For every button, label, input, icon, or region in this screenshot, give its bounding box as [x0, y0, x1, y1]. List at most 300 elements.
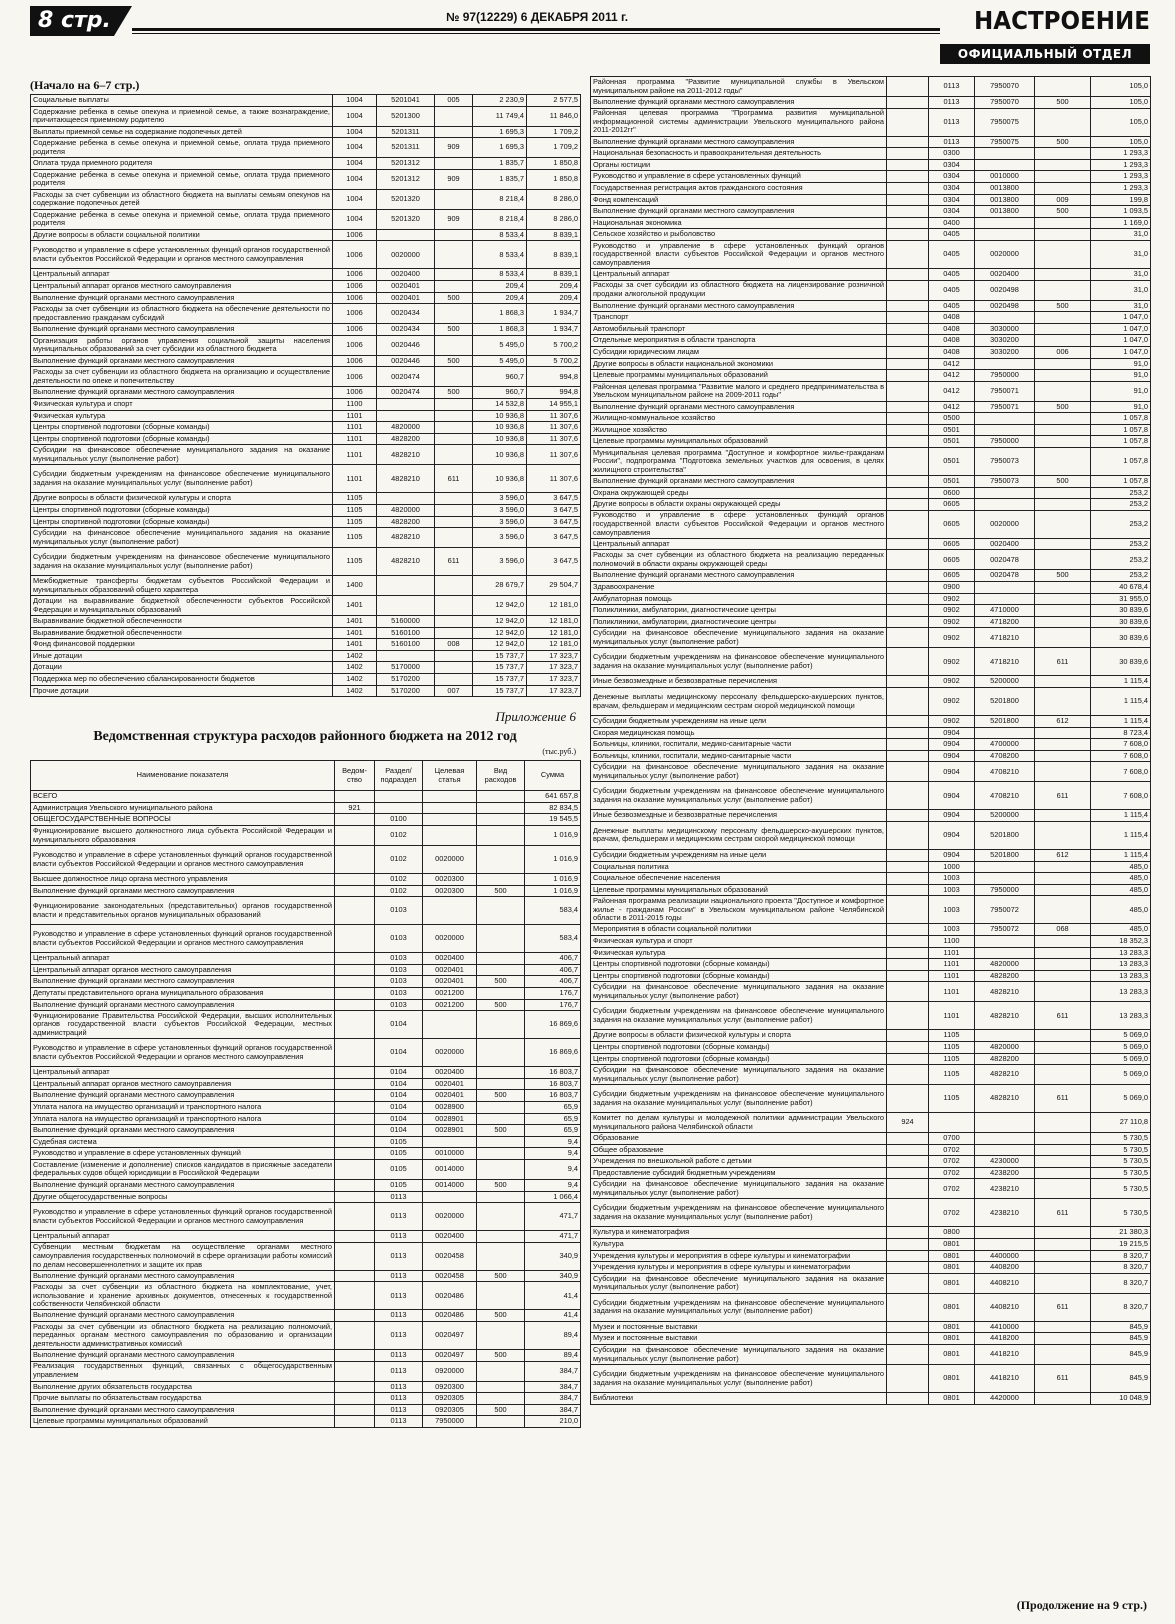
row-name: Составление (изменение и дополнение) списков кандидатов в присяжные заседатели федеральных судов общей юрисдикции в Российской Федерации — [31, 1159, 335, 1179]
row-section: 0113 — [375, 1310, 423, 1322]
row-section: 1105 — [929, 1041, 975, 1053]
row-department — [335, 1011, 375, 1039]
table-row — [31, 493, 581, 505]
row-section: 0113 — [929, 77, 975, 97]
table-row — [591, 861, 1151, 873]
table-row — [591, 436, 1151, 448]
row-target: 0020498 — [975, 300, 1035, 312]
row-target: 7950000 — [423, 1416, 477, 1428]
row-target: 7950073 — [975, 448, 1035, 476]
row-type: 500 — [477, 1404, 525, 1416]
row-target: 7950000 — [975, 884, 1035, 896]
row-section: 0104 — [375, 1101, 423, 1113]
table-row — [31, 138, 581, 158]
table-row — [591, 970, 1151, 982]
table-row — [31, 627, 581, 639]
row-type — [477, 1113, 525, 1125]
row-amount: 30 839,6 — [1091, 605, 1151, 617]
row-amount-2012: 3 596,0 — [473, 516, 527, 528]
row-department — [887, 335, 929, 347]
row-name: Районная программа "Развитие муниципальной службы в Увельском муниципальном районе на 2011-2012 годы" — [591, 77, 887, 97]
table-row — [591, 136, 1151, 148]
row-amount: 30 839,6 — [1091, 648, 1151, 676]
row-type — [1035, 108, 1091, 136]
row-amount-2012: 1 868,3 — [473, 304, 527, 324]
row-type — [1035, 1041, 1091, 1053]
row-amount: 7 608,0 — [1091, 762, 1151, 782]
table-row — [31, 355, 581, 367]
row-section: 0405 — [929, 268, 975, 280]
row-target — [377, 398, 435, 410]
row-department — [887, 959, 929, 971]
row-name: Общее образование — [591, 1144, 887, 1156]
table-row — [591, 1293, 1151, 1321]
table-row — [31, 1136, 581, 1148]
row-department — [887, 782, 929, 810]
table-row — [591, 1321, 1151, 1333]
row-amount-2012: 12 942,0 — [473, 639, 527, 651]
table-row — [31, 964, 581, 976]
row-type — [477, 802, 525, 814]
table-row — [31, 422, 581, 434]
row-amount: 82 834,5 — [525, 802, 581, 814]
row-department — [335, 953, 375, 965]
row-section: 1105 — [333, 528, 377, 548]
row-amount: 1 016,9 — [525, 826, 581, 846]
row-name: Центральный аппарат — [31, 269, 333, 281]
row-section: 0801 — [929, 1262, 975, 1274]
row-type — [1035, 616, 1091, 628]
row-amount: 5 069,0 — [1091, 1065, 1151, 1085]
table-row — [591, 1002, 1151, 1030]
row-amount: 1 115,4 — [1091, 716, 1151, 728]
row-type — [477, 1067, 525, 1079]
row-department — [887, 413, 929, 425]
row-amount: 5 730,5 — [1091, 1199, 1151, 1227]
row-amount: 1 293,3 — [1091, 182, 1151, 194]
row-type — [1035, 1333, 1091, 1345]
row-amount: 31,0 — [1091, 268, 1151, 280]
row-section: 1003 — [929, 924, 975, 936]
row-section: 0408 — [929, 346, 975, 358]
row-name: Субсидии на финансовое обеспечение муниципального задания на оказание муниципальных услуг (выполнение работ) — [31, 445, 333, 465]
row-type — [1035, 810, 1091, 822]
row-type — [1035, 970, 1091, 982]
row-name: Учреждения культуры и мероприятия в сфере культуры и кинематографии — [591, 1250, 887, 1262]
row-department — [335, 1191, 375, 1203]
row-target: 7950070 — [975, 77, 1035, 97]
row-section: 0105 — [375, 1136, 423, 1148]
row-name: Содержание ребенка в семье опекуна и приемной семье, оплата труда приемного родителя — [31, 169, 333, 189]
row-name: Высшее должностное лицо органа местного управления — [31, 874, 335, 886]
appendix-label: Приложение 6 — [495, 709, 576, 725]
row-target: 0020486 — [423, 1310, 477, 1322]
row-target: 4410000 — [975, 1321, 1035, 1333]
row-name: Целевые программы муниципальных образований — [31, 1416, 335, 1428]
table-row — [31, 1416, 581, 1428]
row-amount: 384,7 — [525, 1404, 581, 1416]
row-amount-2012: 8 533,4 — [473, 229, 527, 241]
row-type — [1035, 550, 1091, 570]
row-target: 3030200 — [975, 346, 1035, 358]
row-type: 500 — [1035, 206, 1091, 218]
row-target: 0028901 — [423, 1125, 477, 1137]
row-target: 0020497 — [423, 1321, 477, 1349]
table-row — [31, 528, 581, 548]
row-section: 0501 — [929, 436, 975, 448]
row-section: 1003 — [929, 884, 975, 896]
row-amount: 31 955,0 — [1091, 593, 1151, 605]
row-amount-2012: 10 936,8 — [473, 410, 527, 422]
table-row — [591, 782, 1151, 810]
row-target: 0020446 — [377, 355, 435, 367]
table-row — [31, 158, 581, 170]
row-name: Субсидии на финансовое обеспечение муниципального задания на оказание муниципальных услуг (выполнение работ) — [591, 982, 887, 1002]
row-name: Выполнение функций органами местного самоуправления — [31, 1270, 335, 1282]
row-type: 611 — [1035, 1293, 1091, 1321]
row-section: 1101 — [929, 970, 975, 982]
table-row — [31, 189, 581, 209]
row-name: Комитет по делам культуры и молодежной политики администрации Увельского муниципального района Челябинской области — [591, 1113, 887, 1133]
row-target: 0020400 — [423, 1231, 477, 1243]
row-amount-2012: 5 495,0 — [473, 355, 527, 367]
row-section: 0304 — [929, 206, 975, 218]
table-row — [591, 171, 1151, 183]
row-name: Субсидии бюджетным учреждениям на финансовое обеспечение муниципального задания на оказание муниципальных услуг (выполнение работ) — [31, 548, 333, 576]
row-department — [335, 1203, 375, 1231]
row-name: Национальная безопасность и правоохранительная деятельность — [591, 148, 887, 160]
table-row — [591, 323, 1151, 335]
table-row — [591, 896, 1151, 924]
row-target: 0020486 — [423, 1282, 477, 1310]
row-target: 4820000 — [377, 422, 435, 434]
row-type — [1035, 896, 1091, 924]
left-column — [30, 76, 580, 1428]
row-type — [1035, 268, 1091, 280]
row-section: 0400 — [929, 217, 975, 229]
table-row — [591, 947, 1151, 959]
row-section: 1105 — [333, 504, 377, 516]
row-section: 0405 — [929, 240, 975, 268]
row-section: 0904 — [929, 821, 975, 849]
row-amount-2013: 3 647,5 — [527, 504, 581, 516]
table-row — [591, 628, 1151, 648]
row-amount-2012: 1 835,7 — [473, 169, 527, 189]
table-row — [591, 849, 1151, 861]
row-department — [887, 77, 929, 97]
table-row — [31, 410, 581, 422]
row-name: Муниципальная целевая программа "Доступное и комфортное жилье-гражданам России", подпрограмма "Подготовка земельных участков для освоения, в целях жилищного строительства" — [591, 448, 887, 476]
row-target — [975, 312, 1035, 324]
row-amount: 16 803,7 — [525, 1067, 581, 1079]
row-type — [1035, 982, 1091, 1002]
table-row — [591, 217, 1151, 229]
row-section: 0304 — [929, 194, 975, 206]
table-row — [31, 925, 581, 953]
row-type — [1035, 1345, 1091, 1365]
table-row — [591, 401, 1151, 413]
row-name: Органы юстиции — [591, 159, 887, 171]
row-department — [887, 148, 929, 160]
row-name: Центральный аппарат — [31, 1067, 335, 1079]
row-name: Депутаты представительного органа муниципального образования — [31, 988, 335, 1000]
row-amount: 1 293,3 — [1091, 148, 1151, 160]
row-type — [435, 674, 473, 686]
row-department — [887, 1293, 929, 1321]
row-target: 0020458 — [423, 1270, 477, 1282]
row-name: Субсидии бюджетным учреждениям на финансовое обеспечение муниципального задания на оказание муниципальных услуг (выполнение работ) — [591, 1002, 887, 1030]
row-type: 909 — [435, 138, 473, 158]
row-type — [1035, 448, 1091, 476]
row-target — [975, 217, 1035, 229]
row-name: Дотации на выравнивание бюджетной обеспеченности субъектов Российской Федерации и муниципальных образований — [31, 596, 333, 616]
row-name: Выполнение функций органами местного самоуправления — [31, 355, 333, 367]
row-section: 1101 — [333, 422, 377, 434]
row-name: Социальная политика — [591, 861, 887, 873]
row-amount: 485,0 — [1091, 924, 1151, 936]
row-target: 3030000 — [975, 323, 1035, 335]
row-name: Субсидии на финансовое обеспечение муниципального задания на оказание муниципальных услуг (выполнение работ) — [591, 762, 887, 782]
table-row — [591, 240, 1151, 268]
row-amount-2013: 2 577,5 — [527, 95, 581, 107]
row-amount: 8 320,7 — [1091, 1262, 1151, 1274]
row-section: 1401 — [333, 627, 377, 639]
row-amount: 19 545,5 — [525, 814, 581, 826]
row-name: Физическая культура и спорт — [591, 935, 887, 947]
table-row — [591, 1053, 1151, 1065]
table-row — [31, 976, 581, 988]
row-name: Другие вопросы в области национальной экономики — [591, 358, 887, 370]
table-row — [591, 582, 1151, 594]
table-row — [591, 335, 1151, 347]
row-department — [335, 1404, 375, 1416]
row-type — [477, 953, 525, 965]
row-type — [477, 1321, 525, 1349]
row-name: Культура и кинематография — [591, 1227, 887, 1239]
row-amount: 7 608,0 — [1091, 750, 1151, 762]
row-target — [975, 487, 1035, 499]
row-name: Выполнение функций органами местного самоуправления — [591, 401, 887, 413]
row-amount-2012: 1 835,7 — [473, 158, 527, 170]
row-amount: 471,7 — [525, 1231, 581, 1243]
row-section: 0405 — [929, 280, 975, 300]
row-target: 4708210 — [975, 782, 1035, 810]
row-target: 7950072 — [975, 924, 1035, 936]
row-name: Иные безвозмездные и безвозвратные перечисления — [591, 676, 887, 688]
row-section: 1006 — [333, 367, 377, 387]
row-amount: 176,7 — [525, 988, 581, 1000]
row-type — [1035, 593, 1091, 605]
row-amount: 41,4 — [525, 1310, 581, 1322]
row-type — [435, 422, 473, 434]
table-row — [31, 616, 581, 628]
row-name: Поддержка мер по обеспечению сбалансированности бюджетов — [31, 674, 333, 686]
row-name: Руководство и управление в сфере установленных функций органов государственной власти субъектов Российской Федерации и органов местного самоуправления — [31, 1039, 335, 1067]
row-name: Фонд компенсаций — [591, 194, 887, 206]
row-target — [975, 582, 1035, 594]
row-type — [1035, 1227, 1091, 1239]
row-name: Руководство и управление в сфере установленных функций органов государственной власти субъектов Российской Федерации и органов местного самоуправления — [31, 1203, 335, 1231]
row-department — [335, 1113, 375, 1125]
row-type — [477, 1011, 525, 1039]
row-name: Целевые программы муниципальных образований — [591, 436, 887, 448]
row-amount: 105,0 — [1091, 77, 1151, 97]
row-section: 0113 — [375, 1270, 423, 1282]
row-section: 1101 — [333, 433, 377, 445]
row-section: 0113 — [375, 1191, 423, 1203]
table-row — [31, 576, 581, 596]
row-target — [423, 826, 477, 846]
row-amount: 16 803,7 — [525, 1090, 581, 1102]
row-section: 1100 — [333, 398, 377, 410]
row-type — [477, 964, 525, 976]
row-amount-2012: 15 737,7 — [473, 650, 527, 662]
row-section: 1401 — [333, 639, 377, 651]
row-department — [887, 194, 929, 206]
row-amount: 13 283,3 — [1091, 970, 1151, 982]
row-amount: 340,9 — [525, 1270, 581, 1282]
row-department — [887, 436, 929, 448]
row-section: 0102 — [375, 885, 423, 897]
row-target: 5201320 — [377, 209, 435, 229]
row-type — [435, 269, 473, 281]
row-section — [375, 802, 423, 814]
row-target: 5201312 — [377, 158, 435, 170]
row-target — [975, 861, 1035, 873]
row-type — [435, 410, 473, 422]
row-name: Субсидии бюджетным учреждениям на финансовое обеспечение муниципального задания на оказание муниципальных услуг (выполнение работ) — [591, 782, 887, 810]
row-target — [377, 493, 435, 505]
column-header: Наименование показателя — [31, 761, 335, 791]
table-row — [31, 516, 581, 528]
row-name: Культура — [591, 1239, 887, 1251]
row-name: Субсидии на финансовое обеспечение муниципального задания на оказание муниципальных услуг (выполнение работ) — [591, 1345, 887, 1365]
row-target: 4718210 — [975, 648, 1035, 676]
row-type — [1035, 1065, 1091, 1085]
row-department — [887, 182, 929, 194]
row-department — [335, 976, 375, 988]
row-type — [1035, 323, 1091, 335]
row-type: 500 — [477, 1125, 525, 1137]
table-row — [31, 229, 581, 241]
row-name: Выполнение функций органами местного самоуправления — [31, 1125, 335, 1137]
row-department — [335, 1381, 375, 1393]
table-row — [591, 982, 1151, 1002]
row-target: 4418210 — [975, 1365, 1035, 1393]
row-department: 924 — [887, 1113, 929, 1133]
row-name: Жилищное хозяйство — [591, 424, 887, 436]
row-section: 0304 — [929, 159, 975, 171]
row-target: 4700000 — [975, 739, 1035, 751]
table-row — [31, 1011, 581, 1039]
row-target: 0020497 — [423, 1349, 477, 1361]
table-row — [591, 810, 1151, 822]
row-amount: 1 115,4 — [1091, 849, 1151, 861]
row-department — [887, 476, 929, 488]
row-amount: 31,0 — [1091, 280, 1151, 300]
row-name: Субсидии юридическим лицам — [591, 346, 887, 358]
table-row — [31, 433, 581, 445]
row-amount-2013: 17 323,7 — [527, 650, 581, 662]
row-amount: 210,0 — [525, 1416, 581, 1428]
row-amount: 5 730,5 — [1091, 1144, 1151, 1156]
row-target: 5201800 — [975, 716, 1035, 728]
row-target: 5160100 — [377, 639, 435, 651]
row-section: 0700 — [929, 1133, 975, 1145]
row-section: 0102 — [375, 874, 423, 886]
row-target: 0020400 — [975, 268, 1035, 280]
row-amount-2012: 3 596,0 — [473, 493, 527, 505]
row-department — [887, 381, 929, 401]
row-target: 0020000 — [975, 240, 1035, 268]
row-section: 1105 — [929, 1065, 975, 1085]
row-amount-2012: 12 942,0 — [473, 616, 527, 628]
row-department — [887, 628, 929, 648]
row-type — [1035, 739, 1091, 751]
row-name: Иные безвозмездные и безвозвратные перечисления — [591, 810, 887, 822]
row-department — [887, 401, 929, 413]
row-target: 0020434 — [377, 324, 435, 336]
row-amount-2012: 960,7 — [473, 367, 527, 387]
row-section: 0113 — [375, 1349, 423, 1361]
row-amount: 8 320,7 — [1091, 1293, 1151, 1321]
row-target — [975, 1030, 1035, 1042]
row-amount: 13 283,3 — [1091, 959, 1151, 971]
row-target: 4408210 — [975, 1293, 1035, 1321]
row-type — [435, 627, 473, 639]
table-row — [31, 988, 581, 1000]
table-row — [591, 159, 1151, 171]
table-row — [591, 873, 1151, 885]
row-amount-2012: 14 532,8 — [473, 398, 527, 410]
row-type — [1035, 1167, 1091, 1179]
table-row — [591, 1085, 1151, 1113]
table-row — [31, 953, 581, 965]
row-amount: 1 047,0 — [1091, 346, 1151, 358]
continued-from: (Начало на 6–7 стр.) — [30, 78, 140, 92]
row-amount-2012: 10 936,8 — [473, 433, 527, 445]
row-target: 0020478 — [975, 570, 1035, 582]
row-type — [435, 616, 473, 628]
row-department — [887, 935, 929, 947]
units-label: (тыс.руб.) — [542, 747, 576, 757]
row-type — [1035, 821, 1091, 849]
row-department — [887, 1053, 929, 1065]
row-amount-2012: 28 679,7 — [473, 576, 527, 596]
row-department — [335, 1148, 375, 1160]
row-amount: 10 048,9 — [1091, 1393, 1151, 1405]
row-target: 4820000 — [377, 504, 435, 516]
row-type — [477, 1361, 525, 1381]
row-name: Руководство и управление в сфере установленных функций органов государственной власти субъектов Российской Федерации и органов местного самоуправления — [31, 846, 335, 874]
row-amount: 253,2 — [1091, 550, 1151, 570]
row-amount-2013: 209,4 — [527, 292, 581, 304]
row-type — [1035, 312, 1091, 324]
row-section: 0605 — [929, 499, 975, 511]
table-row — [591, 346, 1151, 358]
row-department — [887, 229, 929, 241]
row-name: Выполнение функций органами местного самоуправления — [591, 206, 887, 218]
table-row — [31, 826, 581, 846]
row-section: 0408 — [929, 335, 975, 347]
row-amount: 384,7 — [525, 1381, 581, 1393]
row-amount: 30 839,6 — [1091, 628, 1151, 648]
row-target: 0020458 — [423, 1242, 477, 1270]
row-type — [1035, 861, 1091, 873]
row-type — [435, 189, 473, 209]
row-type: 500 — [1035, 401, 1091, 413]
row-type — [1035, 1321, 1091, 1333]
